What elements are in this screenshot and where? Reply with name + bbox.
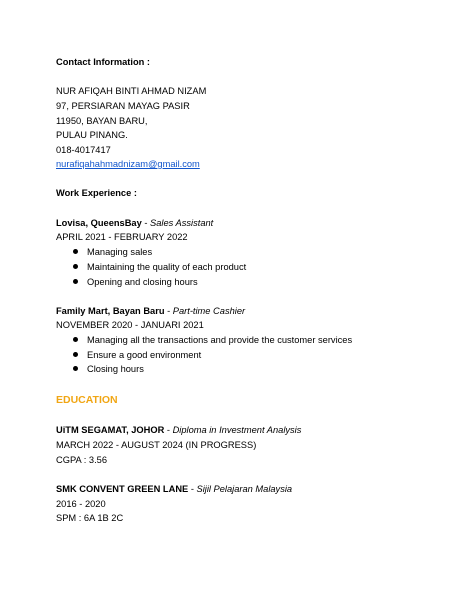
job-duty-item	[73, 334, 352, 346]
job-role: Part-time Cashier	[172, 306, 246, 316]
job-duty-text: Opening and closing hours	[87, 277, 198, 287]
address-line-3: PULAU PINANG.	[56, 130, 128, 140]
bullet-icon	[73, 337, 78, 342]
work-heading: Work Experience :	[56, 188, 137, 198]
job-period: APRIL 2021 - FEBRUARY 2022	[56, 232, 188, 242]
bullet-icon	[73, 352, 78, 357]
job-duty-text: Closing hours	[87, 364, 144, 374]
education-school: SMK CONVENT GREEN LANE	[56, 484, 189, 494]
education-result: CGPA : 3.56	[56, 455, 107, 465]
job-employer: Family Mart, Bayan Baru	[56, 306, 165, 316]
job-employer: Lovisa, QueensBay	[56, 218, 142, 228]
job-duty-text: Ensure a good environment	[87, 350, 202, 360]
job-separator: -	[141, 218, 151, 228]
contact-heading: Contact Information :	[56, 57, 150, 67]
bullet-icon	[73, 366, 78, 371]
education-program: Diploma in Investment Analysis	[172, 425, 302, 435]
education-school: UiTM SEGAMAT, JOHOR	[56, 425, 165, 435]
education-heading: EDUCATION	[56, 394, 118, 406]
job-role: Sales Assistant	[150, 218, 214, 228]
bullet-icon	[73, 249, 78, 254]
education-result: SPM : 6A 1B 2C	[56, 513, 124, 523]
address-line-2: 11950, BAYAN BARU,	[56, 116, 148, 126]
bullet-icon	[73, 264, 78, 269]
job-duty-text: Managing sales	[87, 247, 153, 257]
education-title-line	[56, 424, 301, 436]
job-duty-item	[73, 261, 246, 273]
job-duty-item	[73, 349, 201, 361]
job-period: NOVEMBER 2020 - JANUARI 2021	[56, 320, 204, 330]
address-line-1: 97, PERSIARAN MAYAG PASIR	[56, 101, 190, 111]
job-title-line	[56, 217, 213, 229]
job-duty-text: Maintaining the quality of each product	[87, 262, 247, 272]
job-title-line	[56, 305, 245, 317]
education-separator: -	[164, 425, 173, 435]
contact-name: NUR AFIQAH BINTI AHMAD NIZAM	[56, 86, 207, 96]
education-title-line	[56, 483, 292, 495]
job-duty-item	[73, 276, 198, 288]
job-separator: -	[164, 306, 173, 316]
email-link[interactable]: nurafiqahahmadnizam@gmail.com	[56, 159, 200, 169]
bullet-icon	[73, 279, 78, 284]
education-period: MARCH 2022 - AUGUST 2024 (IN PROGRESS)	[56, 440, 257, 450]
education-program: Sijil Pelajaran Malaysia	[196, 484, 293, 494]
phone-number: 018-4017417	[56, 145, 111, 155]
education-period: 2016 - 2020	[56, 499, 106, 509]
education-separator: -	[188, 484, 197, 494]
job-duty-item	[73, 363, 144, 375]
job-duty-item	[73, 246, 152, 258]
job-duty-text: Managing all the transactions and provide the customer services	[87, 335, 353, 345]
